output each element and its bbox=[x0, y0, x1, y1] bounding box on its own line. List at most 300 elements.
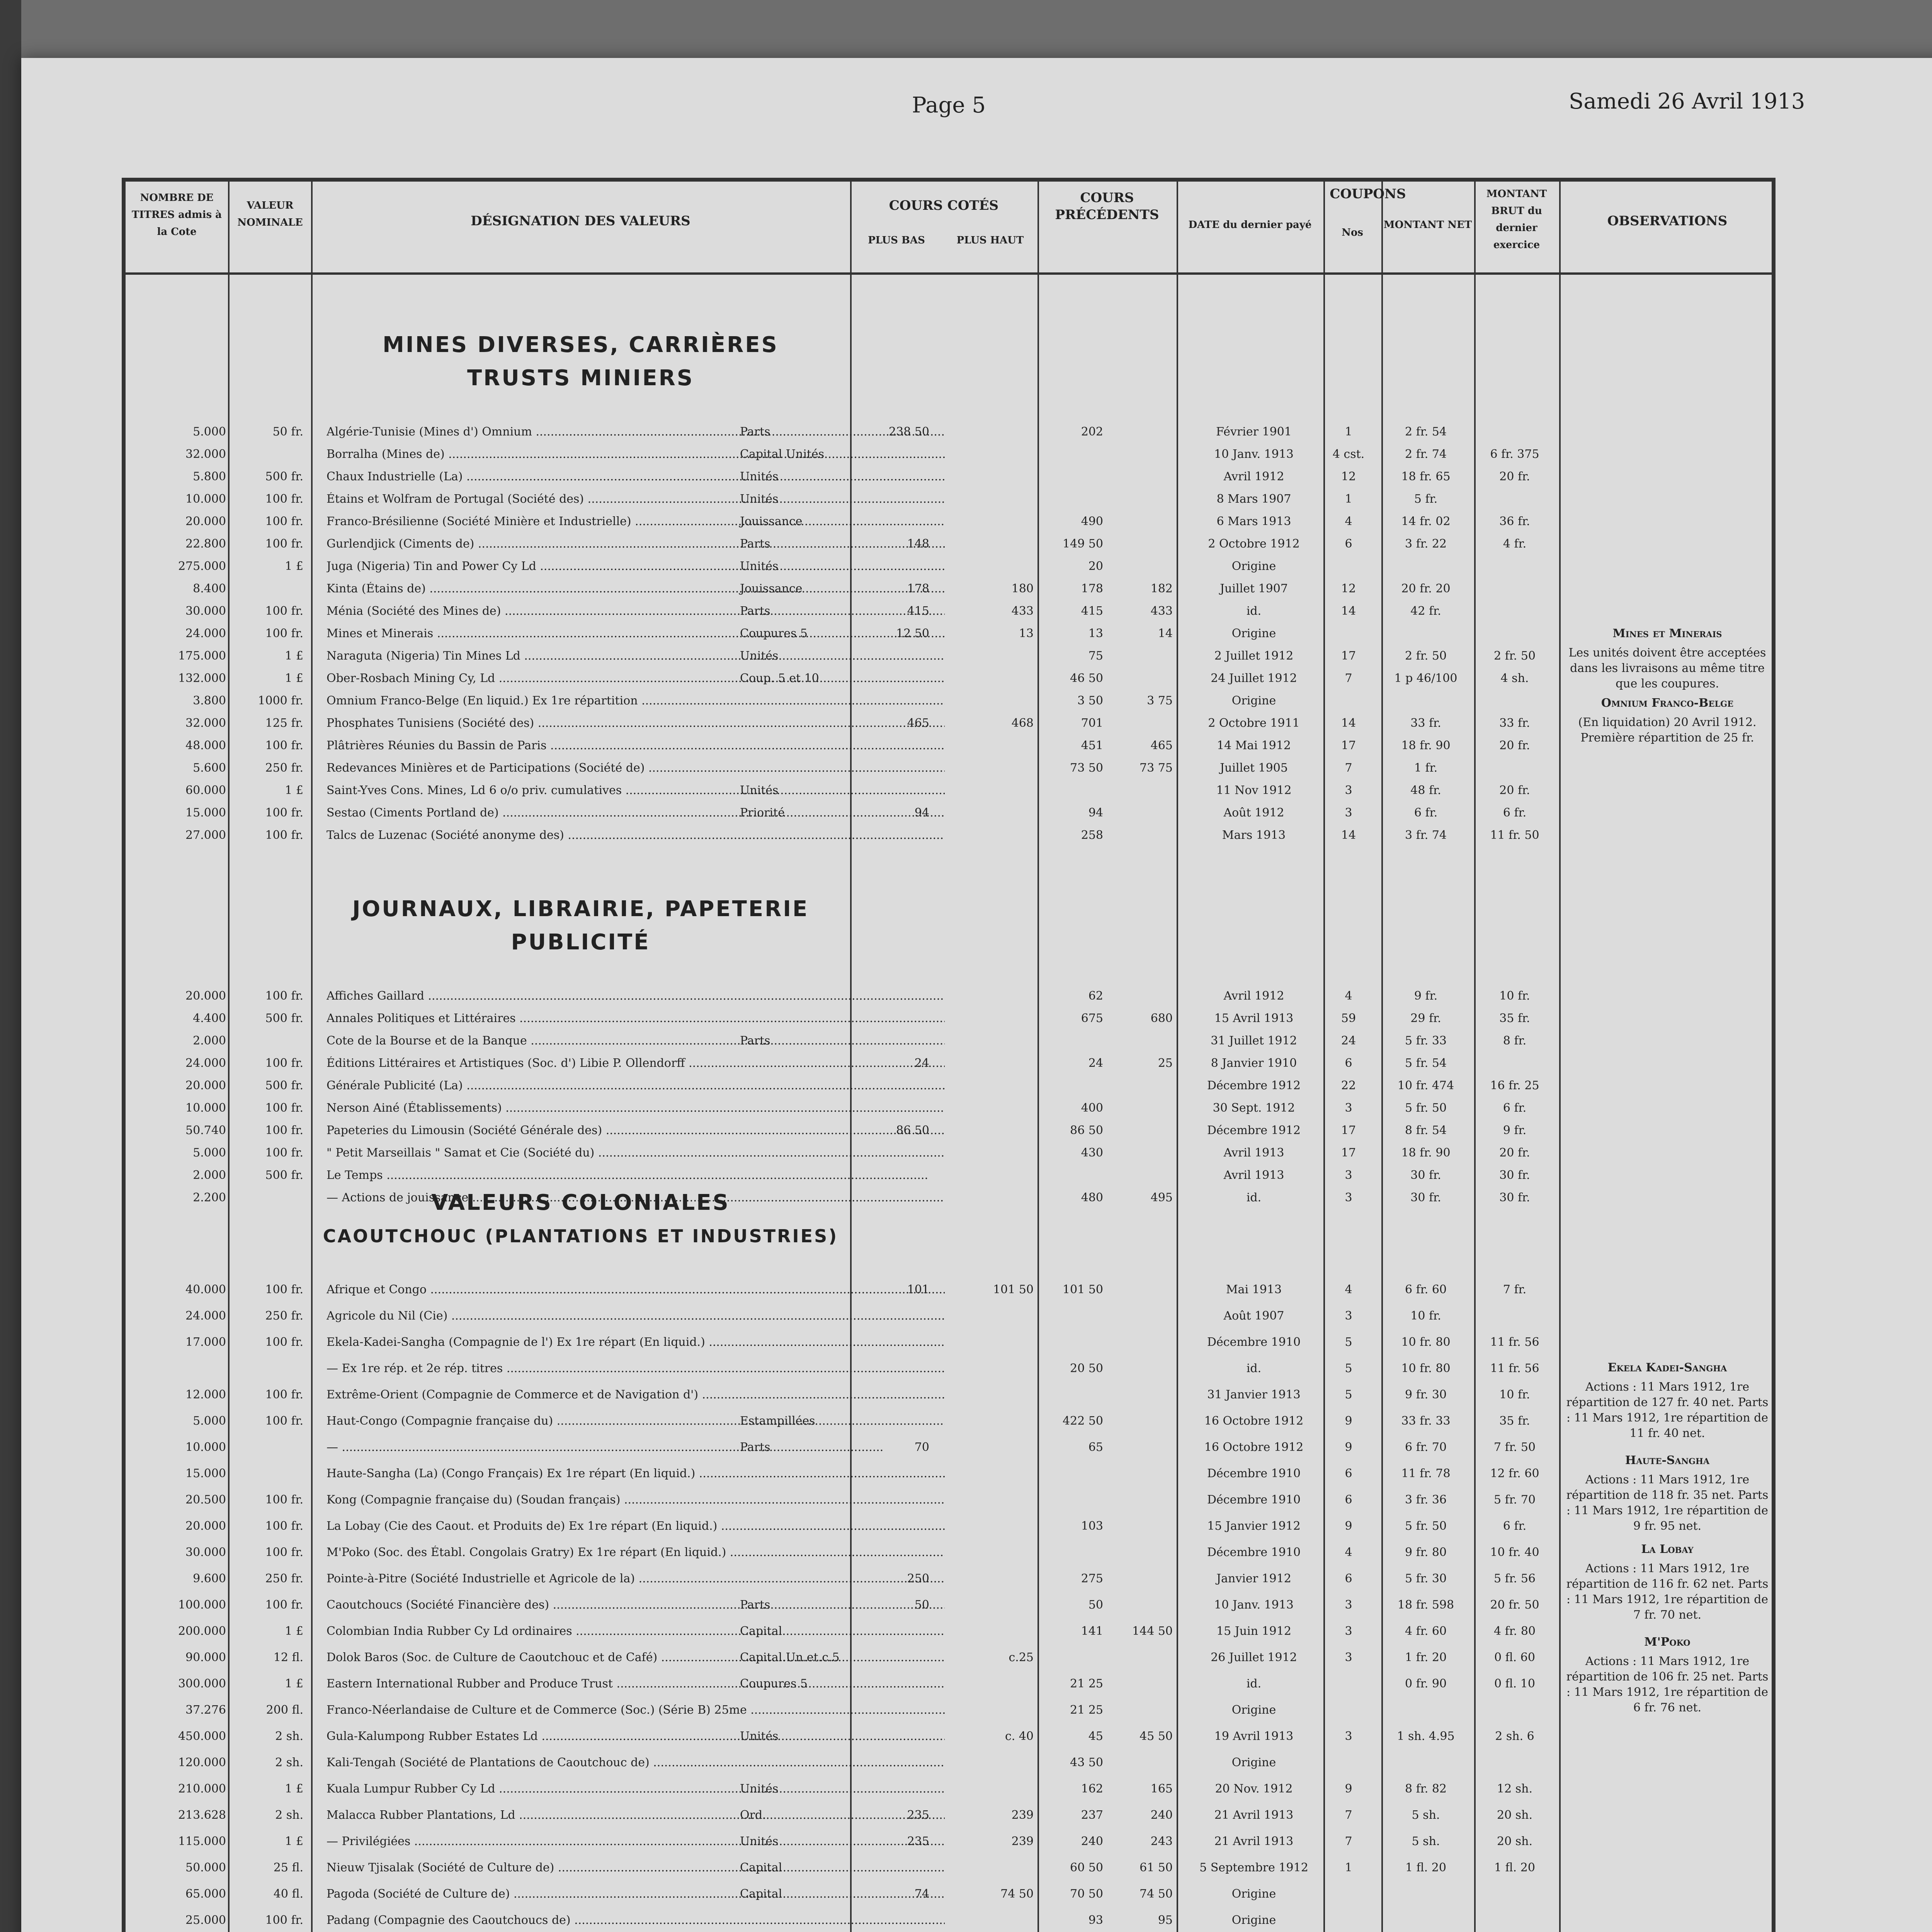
cell-amt: 6 fr. bbox=[1414, 806, 1438, 820]
cell-no: 17 bbox=[1341, 1146, 1356, 1160]
cell-des: Juga (Nigeria) Tin and Power Cy Ld ..... bbox=[327, 560, 945, 573]
cell-nom: 100 fr. bbox=[265, 1519, 303, 1533]
cell-nom: 500 fr. bbox=[265, 470, 303, 483]
page-number: Page 5 bbox=[912, 93, 986, 118]
cell-date: Origine bbox=[1231, 560, 1276, 573]
cell-haut: 180 bbox=[1011, 582, 1034, 595]
cell-nom: 2 sh. bbox=[275, 1808, 303, 1822]
cell-date: Origine bbox=[1231, 1887, 1276, 1901]
section-title: MINES DIVERSES, CARRIÈRES bbox=[383, 332, 779, 357]
cell-date: 5 Septembre 1912 bbox=[1199, 1861, 1308, 1874]
table-row bbox=[126, 1782, 1772, 1798]
col-head-designation: DÉSIGNATION DES VALEURS bbox=[471, 213, 690, 229]
table-row bbox=[126, 1624, 1772, 1640]
observation-note bbox=[1563, 696, 1772, 746]
table-row bbox=[126, 1651, 1772, 1666]
table-row bbox=[126, 1861, 1772, 1876]
cell-nom: 500 fr. bbox=[265, 1012, 303, 1025]
cell-des: Kuala Lumpur Rubber Cy Ld ..... bbox=[327, 1782, 945, 1796]
cell-des: Haute-Sangha (La) (Congo Français) Ex 1re répart (En liquid.) ..... bbox=[327, 1467, 945, 1480]
cell-pb: 20 bbox=[1088, 560, 1103, 573]
cell-date: 10 Janv. 1913 bbox=[1214, 1598, 1294, 1612]
cell-count: 50.740 bbox=[185, 1124, 226, 1137]
cell-haut: 468 bbox=[1011, 716, 1034, 730]
cell-no: 14 bbox=[1341, 716, 1356, 730]
cell-date: 8 Janvier 1910 bbox=[1211, 1056, 1297, 1070]
cell-amt: 2 fr. 50 bbox=[1405, 649, 1447, 663]
cell-date: 30 Sept. 1912 bbox=[1213, 1101, 1295, 1115]
cell-brut: 30 fr. bbox=[1499, 1168, 1530, 1182]
cell-no: 4 bbox=[1345, 1546, 1352, 1559]
cell-des: Haut-Congo (Compagnie française du) ..... bbox=[327, 1414, 945, 1428]
cell-nom: 100 fr. bbox=[265, 1598, 303, 1612]
cell-amt: 14 fr. 02 bbox=[1401, 515, 1451, 528]
cell-type: Parts bbox=[740, 1440, 770, 1454]
cell-nom: 40 fl. bbox=[273, 1887, 303, 1901]
cell-nom: 100 fr. bbox=[265, 627, 303, 640]
cell-ph: 433 bbox=[1150, 604, 1173, 618]
cell-amt: 3 fr. 36 bbox=[1405, 1493, 1447, 1507]
cell-count: 25.000 bbox=[185, 1913, 226, 1927]
cell-ph: 465 bbox=[1150, 739, 1173, 752]
cell-type: Estampillées bbox=[740, 1414, 815, 1428]
cell-no: 3 bbox=[1345, 1191, 1352, 1204]
cell-pb: 45 bbox=[1088, 1730, 1103, 1743]
cell-type: Parts bbox=[740, 1598, 770, 1612]
cell-type: Unités bbox=[740, 560, 779, 573]
cell-amt: 6 fr. 70 bbox=[1405, 1440, 1447, 1454]
cell-nom: 1 £ bbox=[285, 649, 303, 663]
cell-nom: 100 fr. bbox=[265, 515, 303, 528]
table-row bbox=[126, 515, 1772, 530]
cell-bas: 50 bbox=[914, 1598, 929, 1612]
section-subtitle: PUBLICITÉ bbox=[511, 930, 650, 955]
cell-pb: 701 bbox=[1081, 716, 1103, 730]
cell-count: 30.000 bbox=[185, 604, 226, 618]
cell-ph: 25 bbox=[1158, 1056, 1173, 1070]
cell-des: Ober-Rosbach Mining Cy, Ld ..... bbox=[327, 672, 945, 685]
cell-type: Capital bbox=[740, 1887, 782, 1901]
cell-count: 175.000 bbox=[178, 649, 226, 663]
cell-pb: 451 bbox=[1081, 739, 1103, 752]
cell-ph: 182 bbox=[1150, 582, 1173, 595]
cell-no: 6 bbox=[1345, 1572, 1352, 1585]
cell-haut: 433 bbox=[1011, 604, 1034, 618]
cell-type: Priorité bbox=[740, 806, 785, 820]
cell-brut: 1 fl. 20 bbox=[1494, 1861, 1535, 1874]
section-heading bbox=[311, 893, 850, 959]
cell-bas: 415 bbox=[907, 604, 929, 618]
cell-amt: 5 fr. 33 bbox=[1405, 1034, 1447, 1048]
cell-pb: 73 50 bbox=[1070, 761, 1103, 775]
cell-brut: 35 fr. bbox=[1499, 1012, 1530, 1025]
cell-pb: 21 25 bbox=[1070, 1677, 1103, 1690]
cell-des: " Petit Marseillais " Samat et Cie (Société du) ..... bbox=[327, 1146, 945, 1160]
observation-note bbox=[1563, 1453, 1772, 1534]
cell-no: 6 bbox=[1345, 1056, 1352, 1070]
cell-haut: c.25 bbox=[1009, 1651, 1034, 1664]
cell-pb: 46 50 bbox=[1070, 672, 1103, 685]
cell-no: 3 bbox=[1345, 1624, 1352, 1638]
observation-text: Les unités doivent être acceptées dans les livraisons au même titre que les coupures. bbox=[1568, 646, 1766, 690]
cell-no: 3 bbox=[1345, 1598, 1352, 1612]
cell-date: 10 Janv. 1913 bbox=[1214, 447, 1294, 461]
table-row bbox=[126, 1730, 1772, 1745]
cell-brut: 5 fr. 56 bbox=[1493, 1572, 1536, 1585]
cell-no: 3 bbox=[1345, 1309, 1352, 1323]
cell-no: 7 bbox=[1345, 1835, 1352, 1848]
cell-pb: 21 25 bbox=[1070, 1703, 1103, 1717]
cell-pb: 20 50 bbox=[1070, 1362, 1103, 1375]
cell-amt: 11 fr. 78 bbox=[1401, 1467, 1451, 1480]
cell-nom: 100 fr. bbox=[265, 492, 303, 506]
table-row bbox=[126, 1572, 1772, 1587]
cell-date: 31 Janvier 1913 bbox=[1207, 1388, 1301, 1401]
cell-nom: 100 fr. bbox=[265, 1335, 303, 1349]
cell-des: Afrique et Congo ..... bbox=[327, 1283, 945, 1296]
cell-no: 14 bbox=[1341, 604, 1356, 618]
section-subtitle: TRUSTS MINIERS bbox=[467, 366, 694, 391]
cell-des: — Ex 1re rép. et 2e rép. titres ..... bbox=[327, 1362, 945, 1375]
cell-nom: 100 fr. bbox=[265, 1493, 303, 1507]
cell-amt: 8 fr. 54 bbox=[1405, 1124, 1447, 1137]
cell-des: Éditions Littéraires et Artistiques (Soc. d') Libie P. Ollendorff ..... bbox=[327, 1056, 945, 1070]
cell-bas: 235 bbox=[907, 1835, 929, 1848]
cell-date: 26 Juillet 1912 bbox=[1211, 1651, 1297, 1664]
table-row bbox=[126, 1546, 1772, 1561]
cell-no: 7 bbox=[1345, 672, 1352, 685]
cell-bas: 86 50 bbox=[896, 1124, 929, 1137]
cell-pb: 490 bbox=[1081, 515, 1103, 528]
cell-date: 2 Octobre 1912 bbox=[1208, 537, 1300, 551]
header-separator bbox=[126, 272, 1772, 275]
cell-nom: 100 fr. bbox=[265, 1101, 303, 1115]
cell-count: 10.000 bbox=[185, 1101, 226, 1115]
table-row bbox=[126, 1146, 1772, 1162]
cell-amt: 30 fr. bbox=[1410, 1191, 1441, 1204]
cell-date: Décembre 1912 bbox=[1207, 1124, 1301, 1137]
cell-des: Pagoda (Société de Culture de) ..... bbox=[327, 1887, 945, 1901]
cell-bas: 238 50 bbox=[889, 425, 929, 439]
observation-note bbox=[1563, 1542, 1772, 1623]
cell-bas: 24 bbox=[914, 1056, 929, 1070]
cell-type: Parts bbox=[740, 425, 770, 439]
cell-date: 21 Avril 1913 bbox=[1214, 1835, 1294, 1848]
cell-ph: 165 bbox=[1150, 1782, 1173, 1796]
cell-amt: 10 fr. 474 bbox=[1397, 1079, 1454, 1092]
cell-amt: 5 sh. bbox=[1412, 1835, 1440, 1848]
cell-nom: 100 fr. bbox=[265, 806, 303, 820]
table-row bbox=[126, 989, 1772, 1005]
cell-no: 7 bbox=[1345, 1808, 1352, 1822]
cell-des: Dolok Baros (Soc. de Culture de Caoutchouc et de Café) ..... bbox=[327, 1651, 945, 1664]
cell-pb: 258 bbox=[1081, 828, 1103, 842]
cell-count: 24.000 bbox=[185, 1309, 226, 1323]
cell-date: id. bbox=[1246, 604, 1262, 618]
cell-no: 17 bbox=[1341, 649, 1356, 663]
cell-bas: 70 bbox=[914, 1440, 929, 1454]
cell-des: Omnium Franco-Belge (En liquid.) Ex 1re répartition ..... bbox=[327, 694, 945, 707]
cell-type: Coupures 5 bbox=[740, 1677, 808, 1690]
cell-pb: 240 bbox=[1081, 1835, 1103, 1848]
cell-date: Décembre 1910 bbox=[1207, 1467, 1301, 1480]
cell-count: 20.000 bbox=[185, 1519, 226, 1533]
cell-type: Unités bbox=[740, 649, 779, 663]
cell-nom: 1 £ bbox=[285, 1624, 303, 1638]
cell-des: Kali-Tengah (Société de Plantations de Caoutchouc de) ..... bbox=[327, 1756, 945, 1769]
cell-type: Jouissance bbox=[740, 515, 803, 528]
cell-pb: 422 50 bbox=[1063, 1414, 1103, 1428]
cell-des: Talcs de Luzenac (Société anonyme des) ..... bbox=[327, 828, 945, 842]
cell-des: Ménia (Société des Mines de) ..... bbox=[327, 604, 945, 618]
col-head-montant-net: MONTANT NET bbox=[1383, 219, 1472, 231]
cell-no: 24 bbox=[1341, 1034, 1356, 1048]
cell-amt: 1 fr. bbox=[1414, 761, 1438, 775]
cell-type: Capital bbox=[740, 1861, 782, 1874]
observation-title: La Lobay bbox=[1641, 1543, 1694, 1556]
cell-nom: 12 fl. bbox=[273, 1651, 303, 1664]
cell-no: 22 bbox=[1341, 1079, 1356, 1092]
cell-nom: 1 £ bbox=[285, 784, 303, 797]
cell-nom: 1 £ bbox=[285, 1835, 303, 1848]
cell-date: Juillet 1905 bbox=[1220, 761, 1288, 775]
cell-des: Borralha (Mines de) ..... bbox=[327, 447, 945, 461]
cell-bas: 12 50 bbox=[896, 627, 929, 640]
cell-date: Mai 1913 bbox=[1226, 1283, 1282, 1296]
table-row bbox=[126, 1012, 1772, 1027]
cell-amt: 5 fr. 50 bbox=[1405, 1519, 1447, 1533]
cell-count: 32.000 bbox=[185, 716, 226, 730]
cell-pb: 50 bbox=[1088, 1598, 1103, 1612]
cell-date: 11 Nov 1912 bbox=[1216, 784, 1292, 797]
cell-type: Capital bbox=[740, 1624, 782, 1638]
cell-nom: 2 sh. bbox=[275, 1730, 303, 1743]
table-row bbox=[126, 447, 1772, 463]
cell-date: Décembre 1912 bbox=[1207, 1079, 1301, 1092]
cell-count: 48.000 bbox=[185, 739, 226, 752]
cell-amt: 3 fr. 22 bbox=[1405, 537, 1447, 551]
table-row bbox=[126, 470, 1772, 485]
cell-des: Pointe-à-Pitre (Société Industrielle et Agricole de la) ..... bbox=[327, 1572, 945, 1585]
cell-ph: 495 bbox=[1150, 1191, 1173, 1204]
cell-des: Le Temps ..... bbox=[327, 1168, 945, 1182]
cell-amt: 18 fr. 598 bbox=[1397, 1598, 1454, 1612]
cell-des: Mines et Minerais ..... bbox=[327, 627, 945, 640]
observation-text: Actions : 11 Mars 1912, 1re répartition de 118 fr. 35 net. Parts : 11 Mars 1912, 1re répartition de 9 fr. 95 net. bbox=[1566, 1473, 1769, 1533]
cell-amt: 1 sh. 4.95 bbox=[1397, 1730, 1455, 1743]
cell-amt: 9 fr. 30 bbox=[1405, 1388, 1447, 1401]
cell-nom: 100 fr. bbox=[265, 989, 303, 1003]
cell-pb: 24 bbox=[1088, 1056, 1103, 1070]
cell-type: Coupures 5 bbox=[740, 627, 808, 640]
cell-pb: 86 50 bbox=[1070, 1124, 1103, 1137]
cell-no: 3 bbox=[1345, 1101, 1352, 1115]
cell-ph: 95 bbox=[1158, 1913, 1173, 1927]
cell-count: 27.000 bbox=[185, 828, 226, 842]
table-row bbox=[126, 1101, 1772, 1117]
cell-date: 15 Avril 1913 bbox=[1214, 1012, 1294, 1025]
cell-no: 9 bbox=[1345, 1519, 1352, 1533]
cell-count: 8.400 bbox=[193, 582, 226, 595]
cell-nom: 100 fr. bbox=[265, 739, 303, 752]
cell-des: Gurlendjick (Ciments de) ..... bbox=[327, 537, 945, 551]
table-row bbox=[126, 1756, 1772, 1771]
col-head-plus-haut: PLUS HAUT bbox=[956, 235, 1024, 246]
cell-brut: 10 fr. 40 bbox=[1490, 1546, 1539, 1559]
cell-nom: 250 fr. bbox=[265, 1309, 303, 1323]
table-row bbox=[126, 1283, 1772, 1298]
cell-haut: c. 40 bbox=[1005, 1730, 1034, 1743]
cell-no: 4 bbox=[1345, 989, 1352, 1003]
cell-nom: 500 fr. bbox=[265, 1079, 303, 1092]
cell-no: 3 bbox=[1345, 1730, 1352, 1743]
cell-date: Décembre 1910 bbox=[1207, 1493, 1301, 1507]
cell-brut: 10 fr. bbox=[1499, 1388, 1530, 1401]
cell-amt: 0 fr. 90 bbox=[1405, 1677, 1447, 1690]
cell-date: 2 Juillet 1912 bbox=[1214, 649, 1294, 663]
table-row bbox=[126, 1835, 1772, 1850]
cell-date: Février 1901 bbox=[1216, 425, 1292, 439]
cell-nom: 100 fr. bbox=[265, 1546, 303, 1559]
cell-brut: 7 fr. bbox=[1503, 1283, 1527, 1296]
cell-type: Unités bbox=[740, 492, 779, 506]
table-row bbox=[126, 649, 1772, 665]
table-row bbox=[126, 1034, 1772, 1049]
cell-nom: 1 £ bbox=[285, 672, 303, 685]
cell-brut: 12 sh. bbox=[1497, 1782, 1532, 1796]
cell-amt: 42 fr. bbox=[1410, 604, 1441, 618]
cell-no: 4 cst. bbox=[1332, 447, 1365, 461]
cell-pb: 101 50 bbox=[1063, 1283, 1103, 1296]
cell-count: 115.000 bbox=[178, 1835, 226, 1848]
cell-type: Parts bbox=[740, 1034, 770, 1048]
observation-text: (En liquidation) 20 Avril 1912. Première répartition de 25 fr. bbox=[1578, 716, 1757, 745]
cell-brut: 8 fr. bbox=[1503, 1034, 1527, 1048]
table-row bbox=[126, 1414, 1772, 1430]
cell-ph: 74 50 bbox=[1139, 1887, 1173, 1901]
cell-pb: 65 bbox=[1088, 1440, 1103, 1454]
cell-no: 6 bbox=[1345, 537, 1352, 551]
cell-brut: 5 fr. 70 bbox=[1493, 1493, 1536, 1507]
cell-ph: 144 50 bbox=[1132, 1624, 1173, 1638]
cell-pb: 415 bbox=[1081, 604, 1103, 618]
cell-brut: 6 fr. bbox=[1503, 806, 1527, 820]
cell-type: Ord. bbox=[740, 1808, 766, 1822]
table-row bbox=[126, 1335, 1772, 1351]
cell-count: 200.000 bbox=[178, 1624, 226, 1638]
table-row bbox=[126, 582, 1772, 597]
cell-pb: 400 bbox=[1081, 1101, 1103, 1115]
cell-brut: 0 fl. 10 bbox=[1494, 1677, 1535, 1690]
observation-note bbox=[1563, 1360, 1772, 1441]
cell-nom: 2 sh. bbox=[275, 1756, 303, 1769]
cell-date: Décembre 1910 bbox=[1207, 1335, 1301, 1349]
cell-count: 450.000 bbox=[178, 1730, 226, 1743]
table-row bbox=[126, 627, 1772, 642]
cell-amt: 2 fr. 74 bbox=[1405, 447, 1447, 461]
cell-no: 5 bbox=[1345, 1388, 1352, 1401]
cell-date: 14 Mai 1912 bbox=[1217, 739, 1291, 752]
observation-title: Omnium Franco-Belge bbox=[1601, 696, 1734, 710]
section-heading bbox=[311, 1186, 850, 1253]
cell-amt: 1 p 46/100 bbox=[1394, 672, 1458, 685]
table-row bbox=[126, 1808, 1772, 1824]
table-row bbox=[126, 1703, 1772, 1719]
cell-no: 3 bbox=[1345, 1168, 1352, 1182]
cell-no: 17 bbox=[1341, 1124, 1356, 1137]
cell-count: 12.000 bbox=[185, 1388, 226, 1401]
cell-ph: 73 75 bbox=[1139, 761, 1173, 775]
table-row bbox=[126, 1677, 1772, 1692]
cell-count: 120.000 bbox=[178, 1756, 226, 1769]
cell-pb: 480 bbox=[1081, 1191, 1103, 1204]
cell-no: 9 bbox=[1345, 1782, 1352, 1796]
cell-nom: 100 fr. bbox=[265, 1146, 303, 1160]
table-row bbox=[126, 425, 1772, 440]
cell-pb: 75 bbox=[1088, 649, 1103, 663]
cell-haut: 239 bbox=[1011, 1835, 1034, 1848]
observation-title: M'Poko bbox=[1644, 1635, 1690, 1649]
cell-brut: 16 fr. 25 bbox=[1490, 1079, 1539, 1092]
cell-brut: 4 sh. bbox=[1500, 672, 1529, 685]
cell-brut: 20 fr. bbox=[1499, 739, 1530, 752]
col-head-observations: OBSERVATIONS bbox=[1607, 213, 1728, 229]
cell-amt: 9 fr. 80 bbox=[1405, 1546, 1447, 1559]
cell-haut: 13 bbox=[1019, 627, 1034, 640]
table-row bbox=[126, 1887, 1772, 1903]
cell-amt: 6 fr. 60 bbox=[1405, 1283, 1447, 1296]
table-row bbox=[126, 560, 1772, 575]
cell-amt: 5 fr. 54 bbox=[1405, 1056, 1447, 1070]
cell-type: Coup. 5 et 10 bbox=[740, 672, 819, 685]
col-head-cours-precedents: COURS PRÉCÉDENTS bbox=[1055, 190, 1159, 223]
cell-brut: 20 fr. bbox=[1499, 470, 1530, 483]
cell-no: 14 bbox=[1341, 828, 1356, 842]
cell-des: Eastern International Rubber and Produce Trust ..... bbox=[327, 1677, 945, 1690]
cell-no: 4 bbox=[1345, 515, 1352, 528]
cell-amt: 29 fr. bbox=[1410, 1012, 1441, 1025]
table-row bbox=[126, 1168, 1772, 1184]
observation-text: Actions : 11 Mars 1912, 1re répartition de 127 fr. 40 net. Parts : 11 Mars 1912, 1re répartition de 11 fr. 40 net. bbox=[1566, 1380, 1769, 1440]
cell-no: 5 bbox=[1345, 1335, 1352, 1349]
cell-amt: 2 fr. 54 bbox=[1405, 425, 1447, 439]
cell-date: Origine bbox=[1231, 627, 1276, 640]
table-row bbox=[126, 806, 1772, 821]
cell-ph: 45 50 bbox=[1139, 1730, 1173, 1743]
cell-type: Jouissance bbox=[740, 582, 803, 595]
cell-des: Naraguta (Nigeria) Tin Mines Ld ..... bbox=[327, 649, 945, 663]
table-row bbox=[126, 604, 1772, 620]
cell-des: — Actions de jouissance ..... bbox=[327, 1191, 945, 1204]
cell-des: Colombian India Rubber Cy Ld ordinaires ..... bbox=[327, 1624, 945, 1638]
cell-nom: 250 fr. bbox=[265, 761, 303, 775]
cell-bas: 101 bbox=[907, 1283, 929, 1296]
cell-des: Agricole du Nil (Cie) ..... bbox=[327, 1309, 945, 1323]
cell-date: 16 Octobre 1912 bbox=[1204, 1414, 1304, 1428]
cell-brut: 11 fr. 56 bbox=[1490, 1362, 1539, 1375]
cell-ph: 680 bbox=[1150, 1012, 1173, 1025]
cell-count: 5.800 bbox=[193, 470, 226, 483]
observation-title: Mines et Minerais bbox=[1612, 627, 1722, 640]
cell-count: 20.000 bbox=[185, 515, 226, 528]
cell-type: Unités bbox=[740, 1782, 779, 1796]
section-subtitle: CAOUTCHOUC (PLANTATIONS ET INDUSTRIES) bbox=[323, 1226, 838, 1247]
cell-nom: 100 fr. bbox=[265, 1056, 303, 1070]
cell-pb: 202 bbox=[1081, 425, 1103, 439]
cell-type: Unités bbox=[740, 784, 779, 797]
cell-pb: 60 50 bbox=[1070, 1861, 1103, 1874]
cell-des: Kinta (Étains de) ..... bbox=[327, 582, 945, 595]
